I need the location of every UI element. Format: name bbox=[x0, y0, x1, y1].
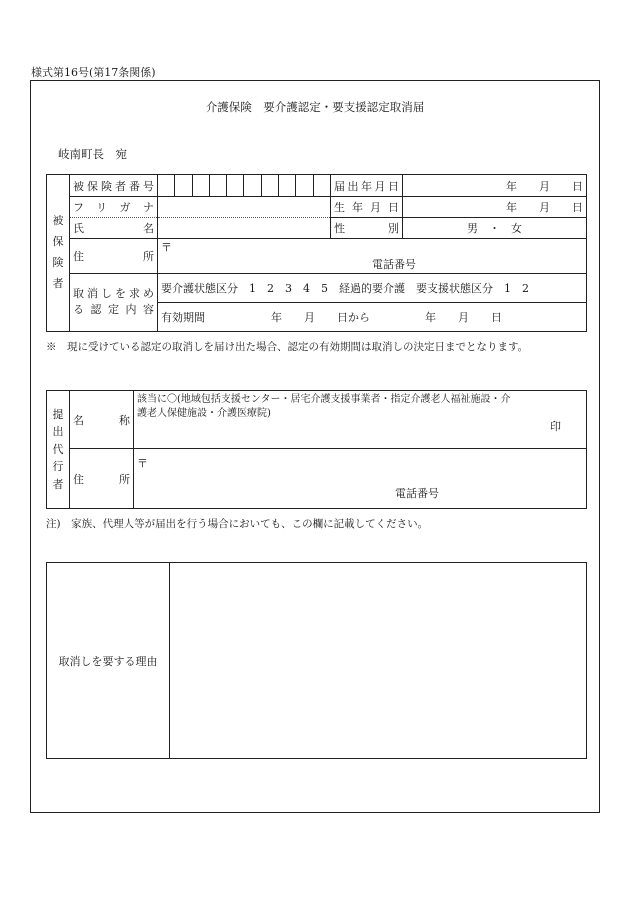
agent-postal-mark: 〒 bbox=[137, 457, 148, 470]
address-label: 住 所 bbox=[70, 239, 158, 274]
postal-mark: 〒 bbox=[158, 239, 587, 256]
form-title: 介護保険 要介護認定・要支援認定取消届 bbox=[205, 100, 425, 114]
reason-field[interactable] bbox=[170, 563, 587, 759]
furigana-field[interactable] bbox=[158, 197, 331, 218]
number-box[interactable] bbox=[175, 175, 192, 196]
insured-table bbox=[46, 174, 587, 332]
insured-label-char: 険 bbox=[52, 255, 64, 269]
number-box[interactable] bbox=[244, 175, 261, 196]
address-phone-label[interactable]: 電話番号 bbox=[158, 255, 587, 273]
agent-phone-label: 電話番号 bbox=[395, 487, 439, 500]
agent-type-line1: 該当に〇(地域包括支援センター・居宅介護支援事業者・指定介護老人福祉施設・介 bbox=[137, 394, 511, 405]
number-box[interactable] bbox=[227, 175, 244, 196]
gender-label: 性 別 bbox=[331, 218, 403, 239]
number-box[interactable] bbox=[296, 175, 313, 196]
submit-date-field[interactable]: 年 月 日 bbox=[403, 175, 587, 197]
number-box[interactable] bbox=[262, 175, 279, 196]
cancel-label-line1: 取消しを求め bbox=[73, 287, 154, 301]
agent-label-char: 代 bbox=[52, 442, 64, 456]
birth-date-field[interactable]: 年 月 日 bbox=[403, 197, 587, 218]
agent-address-field[interactable] bbox=[134, 449, 587, 509]
insured-label-char: 保 bbox=[52, 234, 64, 248]
name-label: 氏 名 bbox=[70, 218, 158, 239]
agent-name-field[interactable] bbox=[134, 391, 587, 449]
cancel-content-label bbox=[70, 273, 158, 331]
agent-label-char: 行 bbox=[52, 460, 64, 474]
number-box[interactable] bbox=[279, 175, 296, 196]
form-number: 様式第16号(第17条関係) bbox=[31, 66, 156, 79]
cancel-label-line2: る認定内容 bbox=[73, 303, 154, 316]
number-box[interactable] bbox=[193, 175, 210, 196]
number-box[interactable] bbox=[158, 175, 175, 196]
agent-name-label: 名 称 bbox=[70, 391, 134, 449]
reason-label: 取消しを要する理由 bbox=[47, 563, 170, 759]
number-box[interactable] bbox=[210, 175, 227, 196]
care-level-options[interactable]: 要介護状態区分 1 2 3 4 5 経過的要介護 要支援状態区分 1 2 bbox=[158, 273, 587, 302]
agent-note: 注) 家族、代理人等が届出を行う場合においても、この欄に記載してください。 bbox=[46, 518, 429, 530]
insured-section-label bbox=[47, 175, 70, 332]
validity-period[interactable]: 有効期間 年 月 日から 年 月 日 bbox=[158, 302, 587, 331]
insured-label-char: 被 bbox=[52, 213, 64, 227]
number-box[interactable] bbox=[314, 175, 330, 196]
agent-type-line2: 護老人保健施設・介護医療院) bbox=[137, 407, 271, 419]
agent-label-char: 出 bbox=[52, 425, 64, 439]
seal-mark: 印 bbox=[550, 420, 561, 433]
cancel-note: ※ 現に受けている認定の取消しを届け出た場合、認定の有効期間は取消しの決定日までとなります。 bbox=[46, 341, 529, 353]
insured-label-char: 者 bbox=[52, 276, 64, 290]
agent-address-label: 住 所 bbox=[70, 449, 134, 509]
agent-table bbox=[46, 390, 587, 509]
agent-label-char: 者 bbox=[52, 477, 64, 491]
reason-table bbox=[46, 562, 587, 759]
name-field[interactable] bbox=[158, 218, 331, 239]
submit-date-label: 届出年月日 bbox=[331, 175, 403, 197]
insured-number-field[interactable] bbox=[158, 175, 331, 197]
addressee: 岐南町長 宛 bbox=[58, 147, 127, 161]
birth-date-label: 生年月日 bbox=[331, 197, 403, 218]
gender-options[interactable]: 男 ・ 女 bbox=[403, 218, 587, 239]
agent-label-char: 提 bbox=[52, 407, 64, 421]
insured-number-label: 被保険者番号 bbox=[70, 175, 158, 197]
agent-section-label bbox=[47, 391, 70, 509]
furigana-label: フリガナ bbox=[70, 197, 158, 218]
